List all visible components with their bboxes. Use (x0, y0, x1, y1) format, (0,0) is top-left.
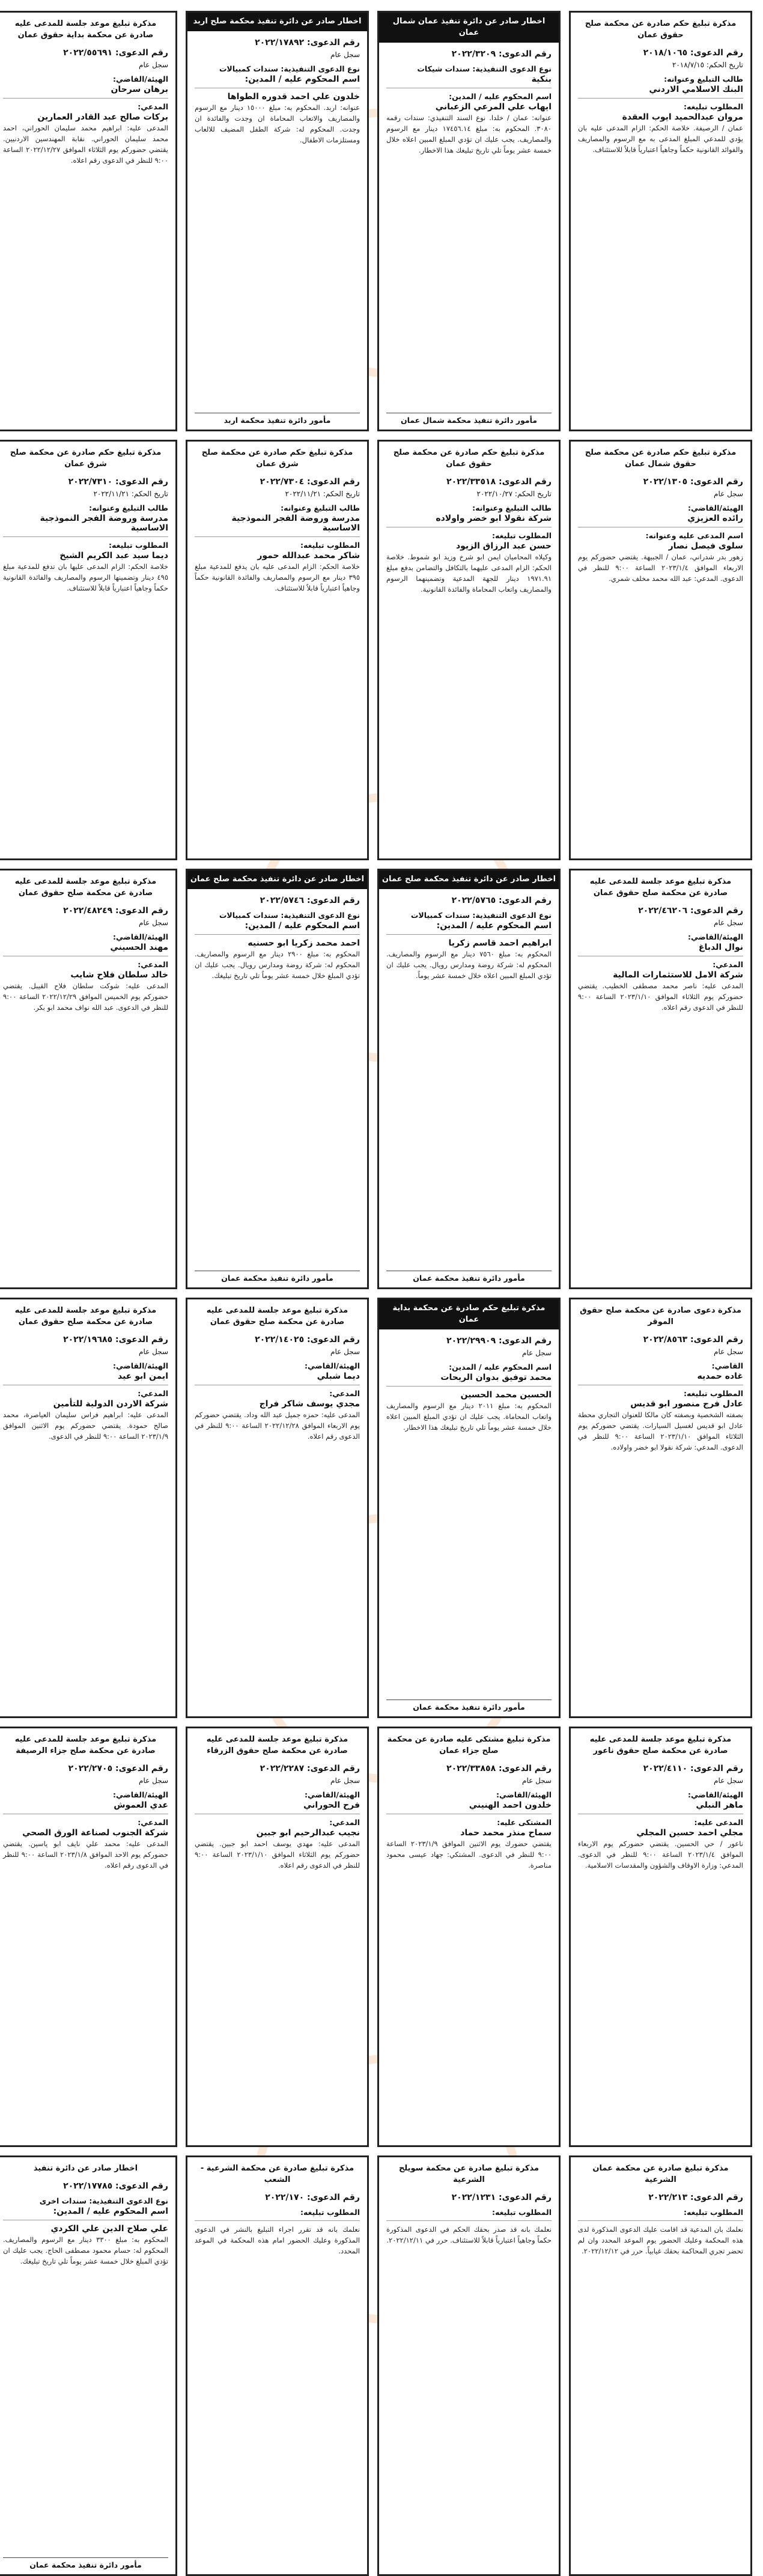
case-number: رقم الدعوى: ٢٠٢٢/٨٥٦٣ (643, 1334, 743, 1344)
recipient-label: المطلوب تبليغه: (491, 531, 552, 541)
notice-meta (195, 1333, 360, 1358)
divider (386, 2220, 552, 2221)
legal-notice-card (377, 1298, 561, 1718)
notice-meta (386, 475, 552, 500)
notice-body: المدعى عليه: حمزه جميل عبد الله وداد. يقتضي حضوركم يوم الاربعاء الموافق ٢٠٢٢/١٢/٢٨ الساعة ٩:٠٠ للنظر في الدعوى رقم اعلاه. (195, 1411, 360, 1441)
notice-heading: مذكرة تبليغ موعد جلسة للمدعى عليه صادرة عن محكمة بداية حقوق عمان (14, 19, 157, 40)
notice-body: نعلمك بان المدعية قد اقامت عليك الدعوى المذكورة لدى هذه المحكمة وعليك الحضور يوم الموعد المحدد وان لم تحضر تجري المحاكمة بحقك غيابياً. حرر في ٢٠٢٢/١٢/١٢. (578, 2225, 743, 2255)
requester-label: الهيئة/القاضي: (113, 1361, 168, 1371)
requester-label: الهيئة/القاضي: (113, 1790, 168, 1800)
recipient-name: سماح منذر محمد حماد (460, 1828, 552, 1838)
requester-label: اسم المحكوم عليه / المدين: (449, 1362, 552, 1372)
legal-notice-card (186, 2155, 369, 2576)
legal-notice-card (569, 1727, 752, 2147)
notice-body: خلاصة الحكم: الزام المدعى عليها بان تدفع للمدعية مبلغ ٤٩٥ دينار وتضمينها الرسوم والمصاريف والفائدة القانونية حكماً وجاهياً اعتبارياً قابلاً للاستئناف. (3, 562, 168, 592)
notice-body: عمان / الرصيفة. خلاصة الحكم: الزام المدعى عليه بان يؤدي للمدعي المبلغ المدعى به مع الرسوم والمصاريف والفوائد القانونية حكماً وجاهياً اعتبارياً قابلاً للاستئناف. (578, 124, 743, 154)
judgment-date: سجل عام (139, 919, 168, 928)
notice-meta (386, 47, 552, 61)
requester-name: غاده حمديه (697, 1372, 743, 1382)
judgment-date: سجل عام (522, 1776, 552, 1785)
notice-heading: مذكرة تبليغ موعد جلسة للمدعى عليه صادرة عن محكمة صلح حقوق عمان (589, 877, 732, 898)
notice-body: المحكوم به: مبلغ ٧٥٦٠ دينار مع الرسوم والمصاريف. المحكوم له: شركة روضة ومدارس رويال. يجب عليك ان تؤدي المبلغ المبين اعلاه خلال خمسة عشر يوماً. (386, 950, 552, 980)
case-number: رقم الدعوى: ٢٠٢٢/٧٣١٠ (68, 476, 168, 487)
recipient-label: المطلوب تبليغه: (683, 1389, 743, 1399)
requester-name: بنكية (531, 74, 552, 85)
notice-meta (3, 1762, 168, 1787)
legal-notice-card (186, 11, 369, 431)
notice-body: المحكوم به: مبلغ ٣٣٠٠ دينار مع الرسوم والمصاريف. المحكوم له: حسام محمود مصطفى الحاج. يجب عليك ان تؤدي المبلغ خلال خمسة عشر يوماً تلي تاريخ تبليغك. (3, 2235, 168, 2265)
case-number: رقم الدعوى: ٢٠٢٢/١٧٠ (265, 2192, 360, 2202)
recipient-name: الحسين محمد الحسين (460, 1390, 552, 1400)
notice-heading: مذكرة تبليغ حكم صادرة عن محكمة صلح شرق عمان (10, 448, 162, 469)
recipient-name: مروان عبدالحميد ايوب العقدة (622, 112, 743, 123)
requester-label: طالب التبليغ وعنوانه: (281, 503, 360, 513)
notice-heading: مذكرة تبليغ صادرة عن محكمة سويلح الشرعية (398, 2164, 540, 2184)
recipient-label: المطلوب تبليغه: (108, 541, 168, 550)
notice-signature: مأمور دائرة تنفيذ محكمة عمان (3, 2557, 168, 2569)
case-number: رقم الدعوى: ٢٠٢٢/٤١١٠ (643, 1763, 743, 1773)
requester-name: برهان سرحان (111, 85, 168, 95)
notice-meta (386, 2191, 552, 2204)
recipient-name: بركات صالح عبد القادر العمارين (37, 112, 168, 123)
recipient-label: المدعي: (138, 1818, 168, 1827)
requester-label: الهيئة/القاضي: (496, 1790, 552, 1800)
notice-meta (578, 1333, 743, 1358)
notice-meta (3, 2180, 168, 2193)
divider (195, 536, 360, 537)
notice-signature: مأمور دائرة تنفيذ محكمة عمان (386, 1271, 552, 1283)
legal-notice-card (0, 11, 177, 431)
notice-body: المدعى عليه: ابراهيم فراس سليمان العياصرة، محمد صالح حمودة. يقتضي حضوركم يوم الاثنين الموافق ٢٠٢٣/١/٩ الساعة ٩:٠٠ للنظر في الدعوى. (3, 1411, 168, 1441)
notice-heading: مذكرة تبليغ حكم صادرة عن محكمة صلح شرق عمان (201, 448, 353, 469)
notice-heading: مذكرة دعوى صادرة عن محكمة صلح حقوق الموقر (580, 1306, 741, 1326)
recipient-label: المدعى عليه: (694, 1818, 743, 1827)
judgment-date: سجل عام (714, 1347, 743, 1356)
notice-meta (3, 475, 168, 500)
requester-name: محمد توفيق بدوان الريحات (440, 1373, 552, 1383)
requester-name: خلدون احمد الهنيني (469, 1800, 552, 1811)
recipient-label: المدعي: (138, 960, 168, 970)
notice-heading: اخطار صادر عن دائرة تنفيذ عمان شمال عمان (379, 13, 559, 43)
notice-body: المدعى عليه: ناصر محمد مصطفى الخطيب. يقتضي حضوركم يوم الثلاثاء الموافق ٢٠٢٣/١/١٠ الساعة ٩:٠٠ للنظر في الدعوى رقم اعلاه. (578, 982, 743, 1012)
recipient-label: المدعي: (138, 1389, 168, 1399)
legal-notice-card (0, 1727, 177, 2147)
legal-notice-card (569, 1298, 752, 1718)
case-number: رقم الدعوى: ٢٠٢٢/٥٥٦٩١ (63, 47, 168, 58)
notice-heading: مذكرة تبليغ موعد جلسة للمدعى عليه صادرة عن محكمة صلح حقوق ناعور (589, 1735, 732, 1755)
divider (578, 2220, 743, 2221)
recipient-label: اسم المدعى عليه وعنوانه: (645, 531, 743, 541)
judgment-date: سجل عام (139, 61, 168, 70)
legal-notice-card (569, 440, 752, 860)
requester-name: اسم المحكوم عليه / المدين: (245, 74, 360, 85)
requester-label: نوع الدعوى التنفيذية: سندات كمبيالات (410, 911, 552, 920)
judgment-date: سجل عام (139, 1776, 168, 1785)
notice-meta (3, 1333, 168, 1358)
recipient-name: خلدون علي احمد قدوره الطواها (227, 92, 360, 102)
recipient-label: المشتكى عليه: (497, 1818, 552, 1827)
recipient-name: ديما سيد عبد الكريم الشيخ (59, 551, 168, 561)
notice-body: المدعى عليه: محمد علي نايف ابو ياسين. يقتضي حضوركم يوم الاحد الموافق ٢٠٢٣/١/٨ الساعة ٩:٠٠ للنظر في الدعوى رقم اعلاه. (3, 1839, 168, 1870)
notice-heading: مذكرة تبليغ صادرة عن محكمة الشرعية - الشعب (200, 2164, 354, 2184)
recipient-name: عادل فرج منصور ابو قديس (630, 1399, 743, 1409)
notice-meta (386, 1334, 552, 1359)
notice-signature: مأمور دائرة تنفيذ محكمة عمان (195, 1271, 360, 1283)
notice-body: المحكوم به: مبلغ ٢٩٠٠ دينار مع الرسوم والمصاريف. المحكوم له: شركة روضة ومدارس رويال. يجب عليك ان تؤدي المبلغ خلال خمسة عشر يوماً تلي تاريخ تبليغك. (195, 950, 360, 980)
notice-body: نعلمك بانه قد تقرر اجراء التبليغ بالنشر في الدعوى المذكورة وعليك الحضور امام هذه المحكمة في الموعد المحدد. (195, 2225, 360, 2255)
legal-notice-card (0, 869, 177, 1289)
notice-heading: مذكرة تبليغ موعد جلسة للمدعى عليه صادرة عن محكمة صلح حقوق عمان (14, 1306, 157, 1326)
notice-heading: اخطار صادر عن دائرة تنفيذ محكمة صلح اربد (187, 13, 367, 31)
recipient-label: المدعي: (329, 1389, 360, 1399)
notice-body: المدعى عليه: شوكت سلطان فلاح القيبل. يقتضي حضوركم يوم الخميس الموافق ٢٠٢٢/١٢/٢٩ الساعة ٩:٠٠ للنظر في الدعوى. عبد الله نواف محمد ابو بكر. (3, 982, 168, 1012)
recipient-name: شركة الامل للاستثمارات المالية (613, 970, 743, 980)
requester-label: الهيئة/القاضي: (113, 932, 168, 942)
recipient-name: مجدي يوسف شاكر فراج (259, 1399, 360, 1409)
legal-notice-card (0, 440, 177, 860)
judgment-date: تاريخ الحكم: ٢٠٢٢/١١/٢١ (285, 490, 360, 499)
notice-heading: مذكرة تبليغ موعد جلسة للمدعى عليه صادرة عن محكمة صلح جزاء الرصيفة (14, 1735, 157, 1755)
notice-heading: مذكرة تبليغ موعد جلسة للمدعى عليه صادرة عن محكمة صلح حقوق عمان (14, 877, 157, 898)
requester-name: ايمن ابو عيد (118, 1372, 168, 1382)
case-number: رقم الدعوى: ٢٠٢٢/٣٢٠٩ (451, 49, 552, 59)
notice-body: المحكوم به: مبلغ ٢٠١١ دينار مع الرسوم والمصاريف واتعاب المحاماة. يجب عليك ان تؤدي المبلغ المبين اعلاه خلال خمسة عشر يوماً تلي تاريخ تبليغك هذا الاخطار. (386, 1402, 552, 1432)
notice-heading: اخطار صادر عن دائرة تنفيذ (33, 2164, 138, 2173)
requester-label: نوع الدعوى التنفيذية: سندات كمبيالات (219, 911, 360, 920)
requester-name: اسم المحكوم عليه / المدين: (53, 2207, 168, 2217)
recipient-name: شركة الجنوب لصناعة الورق الصحي (22, 1828, 168, 1838)
notice-body: وكيلاه المحاميان ايمن ابو شرخ وزيد ابو شموط. خلاصة الحكم: الزام المدعى عليهما بالتكافل والتضامن بدفع مبلغ ١٩٧١.٩١ دينار للجهة المدعية وتضمينهما الرسوم والمصاريف واتعاب المحاماة والفائدة القانونية. (386, 553, 552, 594)
notice-body: ناعور / حي الحسين. يقتضي حضوركم يوم الاربعاء الموافق ٢٠٢٣/١/٤ الساعة ٩:٠٠ للنظر في الدعوى. المدعي: وزارة الاوقاف والشؤون والمقدسات الاسلامية. (578, 1839, 743, 1870)
requester-label: الهيئة/القاضي: (305, 1361, 360, 1371)
divider (386, 934, 552, 935)
requester-name: مهند الحسيني (110, 943, 168, 953)
requester-label: الهيئة/القاضي: (305, 1790, 360, 1800)
requester-label: طالب التبليغ وعنوانه: (472, 503, 552, 513)
notice-heading: مذكرة تبليغ حكم صادرة عن محكمة صلح حقوق عمان (393, 448, 545, 469)
legal-notice-card (377, 869, 561, 1289)
legal-notice-card (186, 1298, 369, 1718)
recipient-name: نجيب عبدالرحيم ابو جبين (256, 1828, 360, 1838)
case-number: رقم الدعوى: ٢٠٢٢/٥٧٤٦ (260, 895, 360, 905)
notice-heading: مذكرة تبليغ موعد جلسة للمدعى عليه صادرة عن محكمة صلح حقوق عمان (206, 1306, 348, 1326)
case-number: رقم الدعوى: ٢٠٢٢/١٢٣١ (451, 2192, 552, 2202)
notice-meta (195, 2191, 360, 2204)
notice-body: بصفته الشخصية وبصفته كان مالكا للعنوان التجاري محطة عادل ابو قديس لغسيل السيارات. يقتضي حضوركم يوم الثلاثاء الموافق ٢٠٢٣/١/١٠ الساعة ٩:٠٠ للنظر في الدعوى. المدعي: شركة نقولا ابو خضر واولاده. (578, 1411, 743, 1451)
notice-body: عنوانه: اربد. المحكوم به: مبلغ ١٥٠٠٠ دينار مع الرسوم والمصاريف والاتعاب المحاماة ان وجدت والفائدة ان وجدت. المحكوم له: شركة الطفل المضيف للالعاب ومستلزمات الاطفال. (195, 103, 360, 144)
case-number: رقم الدعوى: ٢٠٢٢/٢١٣ (648, 2192, 743, 2202)
requester-name: اسم المحكوم عليه / المدين: (245, 921, 360, 931)
requester-name: اسم المحكوم عليه / المدين: (436, 921, 552, 931)
notice-meta (578, 1762, 743, 1787)
requester-name: مدرسة وروضة الفجر النموذجية الاساسية (231, 514, 360, 533)
judgment-date: سجل عام (714, 490, 743, 499)
legal-notice-card (377, 1727, 561, 2147)
requester-label: طالب التبليغ وعنوانه: (89, 503, 168, 513)
divider (386, 1386, 552, 1387)
divider (195, 934, 360, 935)
notice-body: المدعى عليه: مهدي يوسف احمد ابو جبين. يقتضي حضوركم يوم الثلاثاء الموافق ٢٠٢٣/١/١٠ الساعة ٩:٠٠ للنظر في الدعوى رقم اعلاه. (195, 1839, 360, 1870)
notice-meta (386, 1762, 552, 1787)
notice-body: خلاصة الحكم: الزام المدعى عليه بان يدفع للمدعية مبلغ ٣٩٥ دينار مع الرسوم والمصاريف والفائدة القانونية حكماً وجاهياً اعتبارياً قابلاً للاستئناف. (195, 562, 360, 592)
notice-heading: اخطار صادر عن دائرة تنفيذ محكمة صلح عمان (379, 870, 559, 889)
divider (3, 98, 168, 99)
requester-label: الهيئة/القاضي: (688, 1790, 743, 1800)
notice-heading: مذكرة تبليغ حكم صادرة عن محكمة صلح حقوق شمال عمان (585, 448, 737, 469)
legal-notice-card (186, 440, 369, 860)
divider (578, 98, 743, 99)
recipient-name: شاكر محمد عبدالله حمور (257, 551, 360, 561)
requester-label: نوع الدعوى التنفيذية: سندات اخرى (39, 2196, 168, 2206)
notice-heading: مذكرة تبليغ حكم صادرة عن محكمة صلح حقوق عمان (585, 19, 737, 40)
notice-meta (195, 894, 360, 907)
recipient-name: علي صلاح الدين علي الكردي (50, 2224, 168, 2234)
legal-notice-card (377, 11, 561, 431)
notice-meta (578, 475, 743, 500)
case-number: رقم الدعوى: ٢٠٢٢/١٧٧٨٥ (63, 2181, 168, 2191)
notice-signature: مأمور دائرة تنفيذ محكمة اربد (195, 413, 360, 425)
legal-notice-card (0, 1298, 177, 1718)
legal-notice-card (186, 1727, 369, 2147)
requester-name: البنك الاسلامي الاردني (649, 85, 743, 95)
legal-notice-card (569, 869, 752, 1289)
judgment-date: سجل عام (714, 1776, 743, 1785)
case-number: رقم الدعوى: ٢٠٢٢/١٩٦٨٥ (63, 1334, 168, 1344)
notice-signature: مأمور دائرة تنفيذ محكمة شمال عمان (386, 413, 552, 425)
case-number: رقم الدعوى: ٢٠٢٢/٢٢٨٧ (260, 1763, 360, 1773)
notice-body: نعلمك بانه قد صدر بحقك الحكم في الدعوى المذكورة حكماً وجاهياً اعتبارياً قابلاً للاستئناف. حرر في ٢٠٢٢/١٢/١١. (386, 2225, 552, 2244)
notice-meta (386, 894, 552, 907)
divider (3, 536, 168, 537)
recipient-label: المطلوب تبليغه: (683, 102, 743, 112)
case-number: رقم الدعوى: ٢٠٢٢/١٤٠٢٥ (255, 1334, 360, 1344)
notice-body: عنوانه: عمان / خلدا. نوع السند التنفيذي: سندات رقمه ٣٠٨٠. المحكوم به: مبلغ ١٧٤٥٦.١٤ دينار مع الرسوم والمصاريف. يجب عليك ان تؤدي المبلغ المبين اعلاه خلال خمسة عشر يوماً تلي تاريخ تبليغك هذا الاخطار. (386, 114, 552, 154)
case-number: رقم الدعوى: ٢٠٢٢/٤٦٢٠٦ (638, 905, 743, 916)
legal-notice-card (186, 869, 369, 1289)
notice-meta (578, 2191, 743, 2204)
case-number: رقم الدعوى: ٢٠١٨/١٠٦٥ (643, 47, 743, 58)
notice-body: يقتضي حضورك يوم الاثنين الموافق ٢٠٢٣/١/٩ الساعة ٩:٠٠ للنظر في الدعوى. المشتكي: جهاد عيسى محمود مناصرة. (386, 1839, 552, 1870)
requester-name: فرح الحوراني (303, 1800, 360, 1811)
legal-notice-card (0, 2155, 177, 2576)
requester-name: ماهر النبلي (696, 1800, 743, 1811)
case-number: رقم الدعوى: ٢٠٢٢/٢٧٠٥ (68, 1763, 168, 1773)
notice-meta (578, 46, 743, 71)
recipient-name: ايهاب علي المرعي الزعباني (435, 102, 552, 112)
legal-notice-card (569, 2155, 752, 2576)
notice-signature: مأمور دائرة تنفيذ محكمة عمان (386, 1700, 552, 1712)
case-number: رقم الدعوى: ٢٠٢٢/٤٨٢٤٩ (63, 905, 168, 916)
recipient-name: احمد محمد زكريا ابو حسنيه (248, 938, 360, 949)
notice-meta (578, 904, 743, 929)
case-number: رقم الدعوى: ٢٠٢٢/٣٣٨٥٨ (446, 1763, 552, 1773)
judgment-date: تاريخ الحكم: ٢٠٢٢/١١/٢١ (93, 490, 168, 499)
recipient-name: حسن عبد الرزاق الزيود (455, 541, 552, 551)
recipient-label: المدعي: (329, 1818, 360, 1827)
requester-label: المطلوب تبليغه: (683, 2208, 743, 2217)
requester-label: المطلوب تبليغه: (491, 2208, 552, 2217)
requester-name: مدرسة وروضة الفجر النموذجية الاساسية (40, 514, 168, 533)
notice-heading: مذكرة تبليغ صادرة عن محكمة عمان الشرعية (592, 2164, 729, 2184)
requester-label: الهيئة/القاضي: (688, 503, 743, 513)
notice-heading: اخطار صادر عن دائرة تنفيذ محكمة صلح عمان (187, 870, 367, 889)
notice-meta (3, 904, 168, 929)
requester-label: المطلوب تبليغه: (300, 2208, 360, 2217)
notice-meta (195, 1762, 360, 1787)
requester-label: القاضي: (711, 1361, 743, 1371)
requester-label: طالب التبليغ وعنوانه: (664, 74, 743, 84)
legal-notice-card (377, 2155, 561, 2576)
requester-name: ديما شبلي (317, 1372, 360, 1382)
requester-label: نوع الدعوى التنفيذية: سندات كمبيالات (219, 64, 360, 74)
recipient-name: خالد سلطان فلاح شايب (70, 970, 168, 980)
notice-heading: مذكرة تبليغ مشتكى عليه صادرة عن محكمة صلح جزاء عمان (387, 1735, 551, 1755)
notice-body: زهور بدر شدراني، عمان / الجبيهة. يقتضي حضوركم يوم الاربعاء الموافق ٢٠٢٣/١/٤ الساعة ٩:٠٠ للنظر في الدعوى. المدعي: عبد الله محمد مخلف شمري. (578, 553, 743, 583)
notice-heading: مذكرة تبليغ موعد جلسة للمدعى عليه صادرة عن محكمة صلح حقوق الزرقاء (206, 1735, 348, 1755)
case-number: رقم الدعوى: ٢٠٢٢/٢٩٩٠٩ (446, 1335, 552, 1346)
recipient-name: مجلي احمد حسين المجلي (636, 1828, 743, 1838)
case-number: رقم الدعوى: ٢٠٢٢/٣٣٥١٨ (446, 476, 552, 487)
case-number: رقم الدعوى: ٢٠٢٢/٧٣٠٤ (260, 476, 360, 487)
requester-name: نوال الدباغ (698, 943, 743, 953)
requester-label: نوع الدعوى التنفيذية: سندات شيكات (417, 64, 552, 74)
recipient-name: شركة الاردن الدولية للتأمين (53, 1399, 168, 1409)
case-number: رقم الدعوى: ٢٠٢٢/١٧٨٩٢ (255, 37, 360, 47)
notice-body: المدعى عليه: ابراهيم محمد سليمان الحوراني، احمد محمد سليمان الحوراني. نقابة المهندسين الاردنيين. يقتضي حضوركم يوم الثلاثاء الموافق ٢٠٢٢/١٢/٢٧ الساعة ٩:٠٠ للنظر في الدعوى رقم اعلاه. (3, 124, 168, 165)
judgment-date: سجل عام (330, 1776, 360, 1785)
legal-notice-card (377, 440, 561, 860)
judgment-date: سجل عام (714, 919, 743, 928)
case-number: رقم الدعوى: ٢٠٢٢/١٣٠٥ (643, 476, 743, 487)
requester-label: الهيئة/القاضي: (113, 74, 168, 84)
recipient-label: المطلوب تبليغه: (300, 541, 360, 550)
case-number: رقم الدعوى: ٢٠٢٢/٥٧٦٥ (451, 895, 552, 905)
requester-name: رائده العزيزي (687, 514, 743, 524)
requester-name: شركة نقولا ابو خضر واولاده (436, 514, 552, 524)
legal-notice-card (569, 11, 752, 431)
divider (195, 2220, 360, 2221)
recipient-name: ابراهيم احمد قاسم زكريا (448, 938, 552, 949)
notice-meta (195, 475, 360, 500)
judgment-date: سجل عام (139, 1347, 168, 1356)
recipient-label: اسم المحكوم عليه / المدين: (449, 92, 552, 102)
judgment-date: سجل عام (330, 1347, 360, 1356)
recipient-label: المدعي: (138, 102, 168, 112)
requester-name: عدي العموش (114, 1800, 168, 1811)
judgment-date: تاريخ الحكم: ٢٠٢٢/١٠/٢٧ (476, 490, 552, 499)
judgment-date: سجل عام (330, 50, 360, 59)
recipient-label: المدعي: (713, 960, 743, 970)
notice-heading: مذكرة تبليغ حكم صادرة عن محكمة بداية عمان (379, 1299, 559, 1329)
recipient-name: سلوى فيصل نصار (668, 541, 743, 551)
notice-meta (195, 36, 360, 61)
requester-label: الهيئة/القاضي: (688, 932, 743, 942)
judgment-date: سجل عام (522, 1349, 552, 1358)
notice-meta (3, 46, 168, 71)
judgment-date: تاريخ الحكم: ٢٠١٨/٧/١٥ (672, 61, 743, 70)
